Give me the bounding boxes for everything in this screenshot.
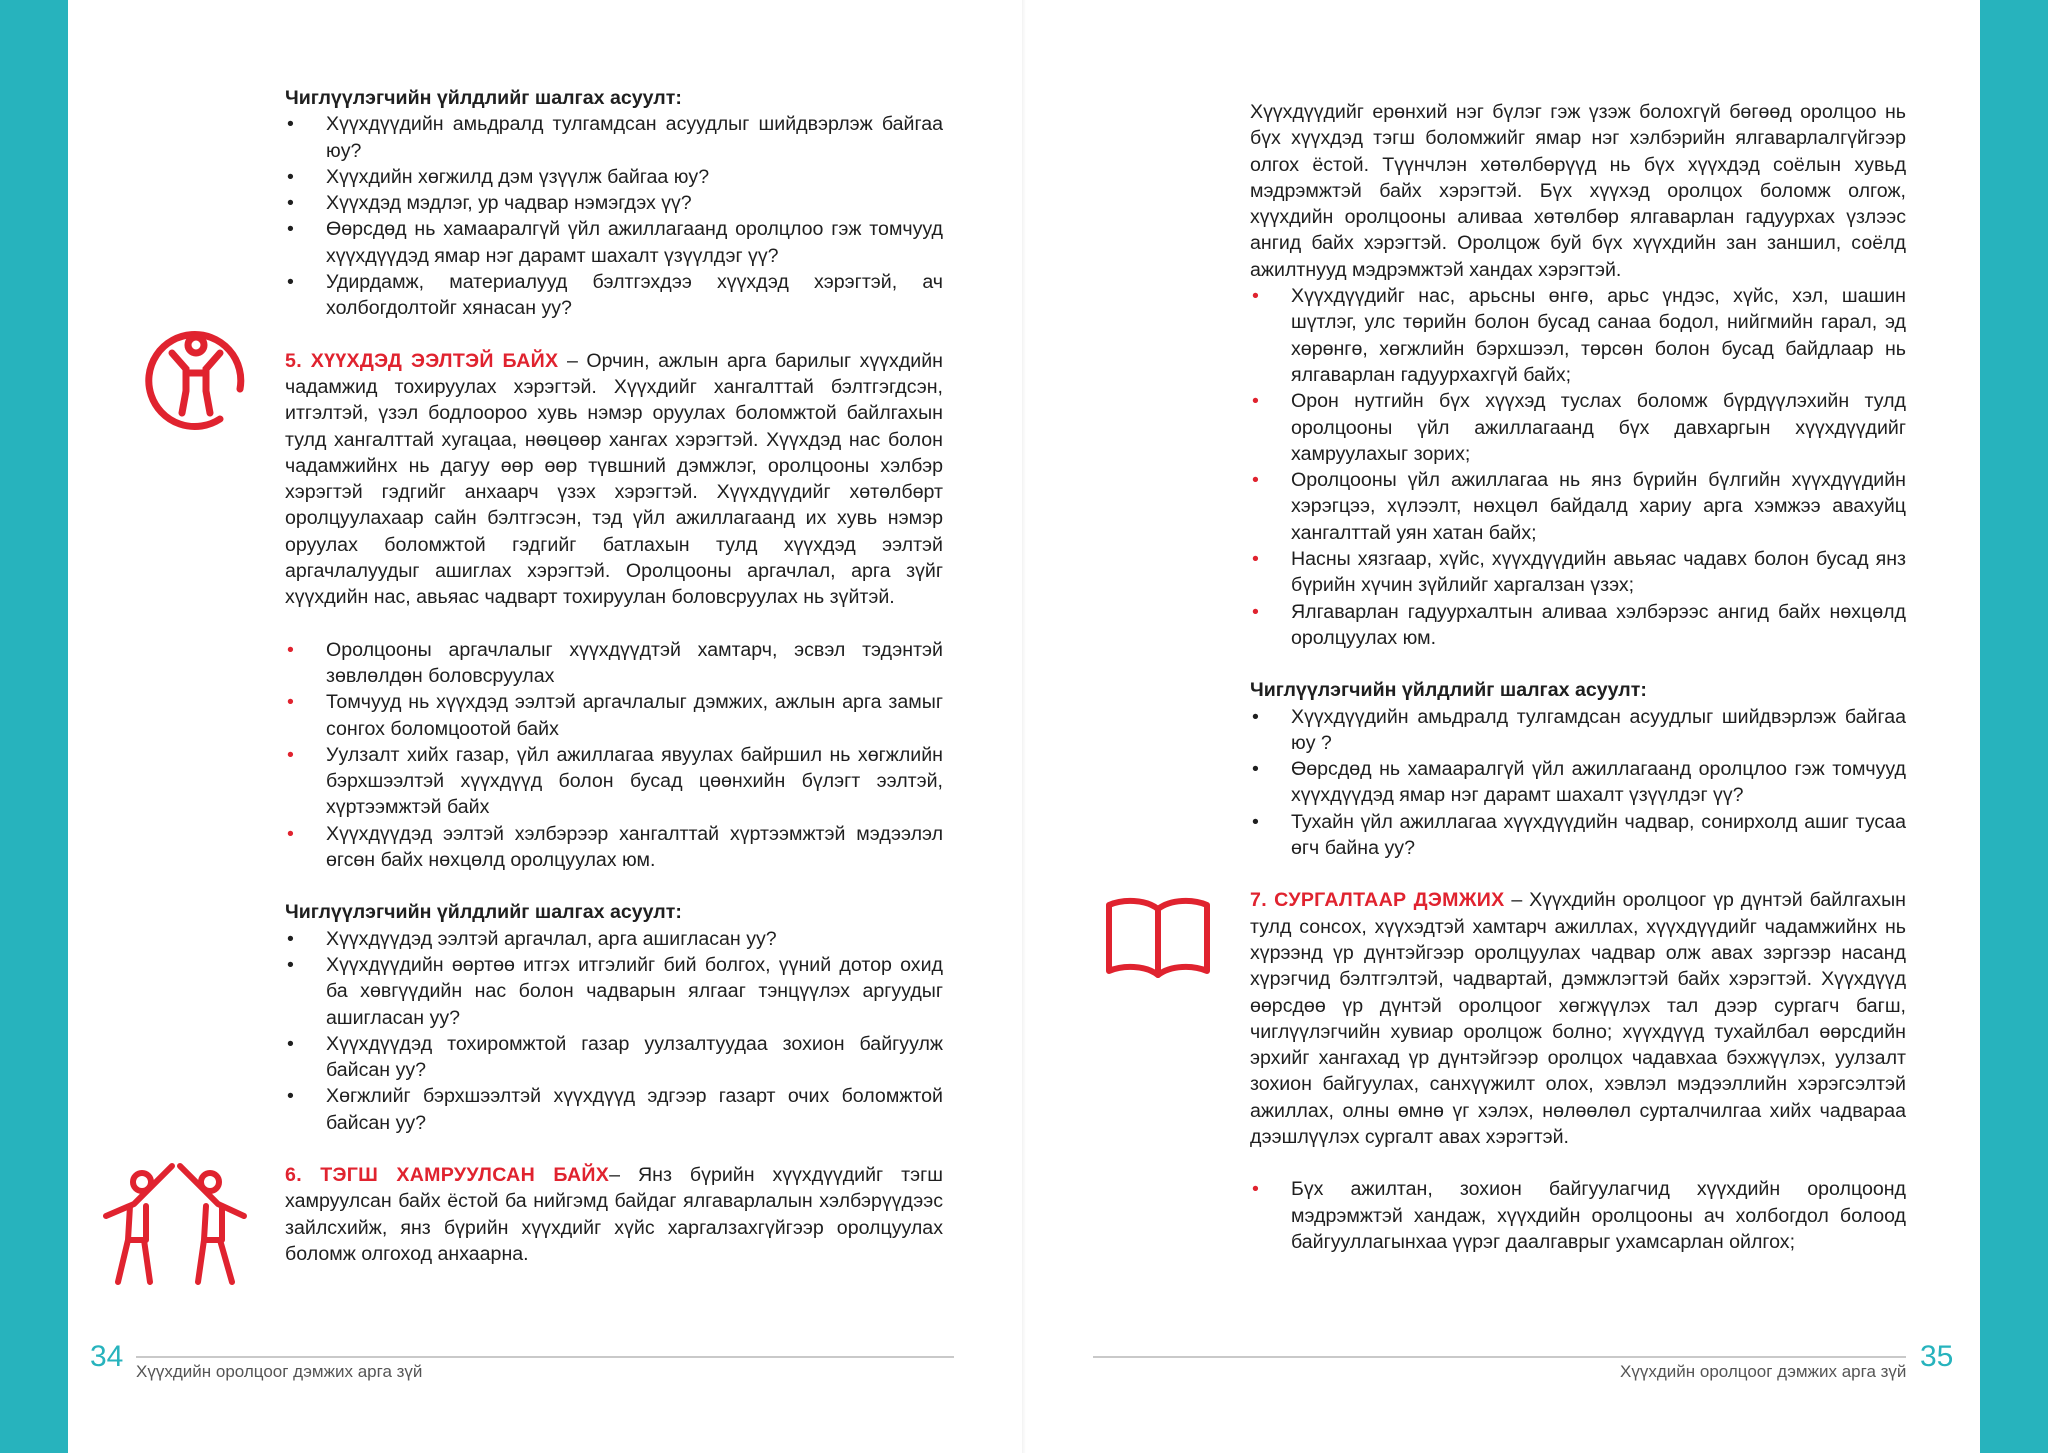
footer-title: Хүүхдийн оролцоог дэмжих арга зүй	[136, 1362, 423, 1381]
list-item: • Хүүхдүүдийн амьдралд тулгамдсан асуудлыг шийдвэрлэж байгаа юу ?	[1250, 704, 1906, 757]
list-item: • Хүүхдүүдийг нас, арьсны өнгө, арьс үндэс, хүйс, хэл, шашин шүтлэг, улс төрийн болон бусад санаа бодол, нийгмийн гарал, эд хөрөнгө, хөгжлийн бэрхшээл, төрсөн болон бусад байдлаар нь ялгаварлан гадуурхахгүй байх;	[1250, 283, 1906, 388]
list-item: • Хүүхдийн хөгжилд дэм үзүүлж байгаа юу?	[285, 164, 943, 190]
checklist-list	[285, 111, 943, 321]
section-7-list	[1250, 1176, 1906, 1255]
list-item: • Хүүхдэд мэдлэг, ур чадвар нэмэгдэх үү?	[285, 190, 943, 216]
list-item: • Өөрсдөд нь хамааралгүй үйл ажиллагаанд оролцлоо гэж томчууд хүүхдүүдэд ямар нэг дарамт шахалт үзүүлдэг үү?	[285, 216, 943, 269]
list-item: • Хүүхдүүдэд тохиромжтой газар уулзалтуудаа зохион байгуулж байсан уу?	[285, 1031, 943, 1084]
page-number: 35	[1920, 1340, 1954, 1373]
right-page-column	[1250, 99, 1906, 1255]
child-friendly-icon	[142, 323, 250, 431]
page-spine	[1022, 0, 1026, 1453]
list-item: • Томчууд нь хүүхдэд ээлтэй аргачлалыг дэмжих, ажлын арга замыг сонгох боломцоотой байх	[285, 689, 943, 742]
list-item: • Хүүхдүүдийн амьдралд тулгамдсан асуудлыг шийдвэрлэж байгаа юу?	[285, 111, 943, 164]
section-7-paragraph	[1250, 887, 1906, 1150]
section-7-title: 7. СУРГАЛТААР ДЭМЖИХ	[1250, 889, 1505, 912]
list-item: • Хүүхдүүдэд ээлтэй аргачлал, арга ашигласан уу?	[285, 926, 943, 952]
section-7-body: – Хүүхдийн оролцоог үр дүнтэй байлгахын тулд сонсох, хүүхэдтэй хамтарч ажиллах, хүүхдүүдийг чадамжийнх нь хүрээнд үр дүнтэйгээр оролцуулах чадвар олж авах зэргээр насанд хүрэгчид бэлтгэлтэй, чадвартай, дэмжлэгтэй байх хэрэгтэй. Хүүхдүүд өөрсдөө үр дүнтэй оролцоог хөгжүүлэх тал дээр сургагч багш, чиглүүлэгчийн хувиар оролцож болно; хүүхдүүд тухайлбал өөрсдийн эрхийг хангахад үр дүнтэйгээр оролцох чадавхаа бэхжүүлэх, уулзалт зохион байгуулах, санхүүжилт олох, хэвлэл мэдээллийн хэрэгсэлтэй ажиллах, олны өмнө үг хэлэх, нөлөөлөл сурталчилгаа хийх чадвараа дээшлүүлэх сургалт авах хэрэгтэй.	[1250, 889, 1907, 1148]
list-item: • Оролцооны үйл ажиллагаа нь янз бүрийн бүлгийн хүүхдүүдийн хэрэгцээ, хүлээлт, нөхцөл байдалд хариу арга хэмжээ авахуйц хангалттай уян хатан байх;	[1250, 467, 1906, 546]
list-item: • Бүх ажилтан, зохион байгуулагчид хүүхдийн оролцоонд мэдрэмжтэй хандаж, хүүхдийн оролцооны ач холбогдол болоод байгууллагынхаа үүрэг даалгаврыг ухамсарлан ойлгох;	[1250, 1176, 1906, 1255]
right-edge-band	[1980, 0, 2048, 1453]
list-item: • Хүүхдүүдэд ээлтэй хэлбэрээр хангалттай хүртээмжтэй мэдээлэл өгсөн байх нөхцөлд оролцуулах юм.	[285, 821, 943, 874]
list-item: • Орон нутгийн бүх хүүхэд туслах боломж бүрдүүлэхийн тулд оролцооны үйл ажиллагаанд бүх давхаргын хүүхдүүдийг хамруулахыг зорих;	[1250, 388, 1906, 467]
checklist-heading: Чиглүүлэгчийн үйлдлийг шалгах асуулт:	[285, 901, 682, 924]
checklist-list	[285, 926, 943, 1136]
footer-title: Хүүхдийн оролцоог дэмжих арга зүй	[1620, 1362, 1907, 1381]
checklist-heading: Чиглүүлэгчийн үйлдлийг шалгах асуулт:	[1250, 679, 1647, 702]
list-item: • Хүүхдүүдийн өөртөө итгэх итгэлийг бий болгох, үүний дотор охид ба хөвгүүдийн нас болон чадварын ялгааг тэнцүүлэх аргуудыг ашигласан уу?	[285, 952, 943, 1031]
list-item: • Насны хязгаар, хүйс, хүүхдүүдийн авьяас чадавх болон бусад янз бүрийн хүчин зүйлийг харгалзан үзэх;	[1250, 546, 1906, 599]
section-5-body: – Орчин, ажлын арга барилыг хүүхдийн чадамжид тохируулах хэрэгтэй. Хүүхдийг хангалттай бэлтгэгдсэн, итгэлтэй, үзэл бодлоороо хувь нэмэр оруулах боломжтой байлгахын тулд хангалттай хугацаа, нөөцөөр хангах хэрэгтэй. Хүүхдэд нас болон чадамжийнх нь дагуу өөр өөр түвшний дэмжлэг, оролцооны хэлбэр хэрэгтэй гэдгийг анхаарч үзэх хэрэгтэй. Хүүхдүүдийг хөтөлбөрт оролцуулахаар сайн бэлтгэсэн, тэд үйл ажиллагаанд их хувь нэмэр оруулах боломжтой гэдгийг батлахын тулд хүүхдэд ээлтэй аргачлалуудыг ашиглах хэрэгтэй. Оролцооны аргачлал, арга зүйг хүүхдийн нас, авьяас чадварт тохируулан боловсруулах нь зүйтэй.	[285, 349, 943, 609]
inclusion-list	[1250, 283, 1906, 651]
section-6-paragraph	[285, 1162, 943, 1267]
list-item: • Ялгаварлан гадуурхалтын аливаа хэлбэрээс ангид байх нөхцөлд оролцуулах юм.	[1250, 599, 1906, 652]
footer-divider	[136, 1356, 954, 1358]
list-item: • Уулзалт хийх газар, үйл ажиллагаа явуулах байршил нь хөгжлийн бэрхшээлтэй хүүхдүүд болон бусад цөөнхийн бүлэгт ээлтэй, хүртээмжтэй байх	[285, 742, 943, 821]
list-item: • Хөгжлийг бэрхшээлтэй хүүхдүүд эдгээр газарт очих боломжтой байсан уу?	[285, 1083, 943, 1136]
footer-divider	[1093, 1356, 1906, 1358]
intro-paragraph: Хүүхдүүдийг ерөнхий нэг бүлэг гэж үзэж болохгүй бөгөөд оролцоо нь бүх хүүхдэд тэгш боломжийг ямар нэг хэлбэрийн ялгаварлалгүйгээр олгох ёстой. Түүнчлэн хөтөлбөрүүд нь бүх хүүхдэд соёлын хувьд мэдрэмжтэй байх хэрэгтэй. Бүх хүүхэд оролцох боломж олгож, хүүхдийн оролцооны аливаа хөтөлбөр ялгаварлан гадуурхах үзлээс ангид байх хэрэгтэй. Оролцож буй бүх хүүхдийн зан заншил, соёлд ажилтнууд мэдрэмжтэй хандах хэрэгтэй.	[1250, 101, 1906, 281]
list-item: • Оролцооны аргачлалыг хүүхдүүдтэй хамтарч, эсвэл тэдэнтэй зөвлөлдөн боловсруулах	[285, 637, 943, 690]
section-6-body: – Янз бүрийн хүүхдүүдийг тэгш хамруулсан байх ёстой ба нийгэмд байдаг ялгаварлалын хэлбэрүүдээс зайлсхийж, янз бүрийн хүүхдийг хүйс харгалзахгүйгээр оролцуулах боломж олгоход анхаарна.	[285, 1163, 943, 1265]
left-edge-band	[0, 0, 68, 1453]
page-number: 34	[90, 1340, 124, 1373]
left-page-column	[285, 85, 943, 1267]
book-icon	[1103, 895, 1213, 979]
list-item: • Тухайн үйл ажиллагаа хүүхдүүдийн чадвар, сонирхолд ашиг тусаа өгч байна уу?	[1250, 809, 1906, 862]
list-item: • Өөрсдөд нь хамааралгүй үйл ажиллагаанд оролцлоо гэж томчууд хүүхдүүдэд ямар нэг дарамт шахалт үзүүлдэг үү?	[1250, 756, 1906, 809]
list-item: • Удирдамж, материалууд бэлтгэхдээ хүүхдэд хэрэгтэй, ач холбогдолтойг хянасан уу?	[285, 269, 943, 322]
section-6-title: 6. ТЭГШ ХАМРУУЛСАН БАЙХ	[285, 1163, 610, 1186]
checklist-list	[1250, 704, 1906, 862]
section-5-paragraph	[285, 348, 943, 611]
section-5-list	[285, 637, 943, 874]
inclusion-icon	[100, 1160, 250, 1290]
checklist-heading: Чиглүүлэгчийн үйлдлийг шалгах асуулт:	[285, 87, 682, 109]
section-5-title: 5. ХҮҮХДЭД ЭЭЛТЭЙ БАЙХ	[285, 349, 559, 372]
